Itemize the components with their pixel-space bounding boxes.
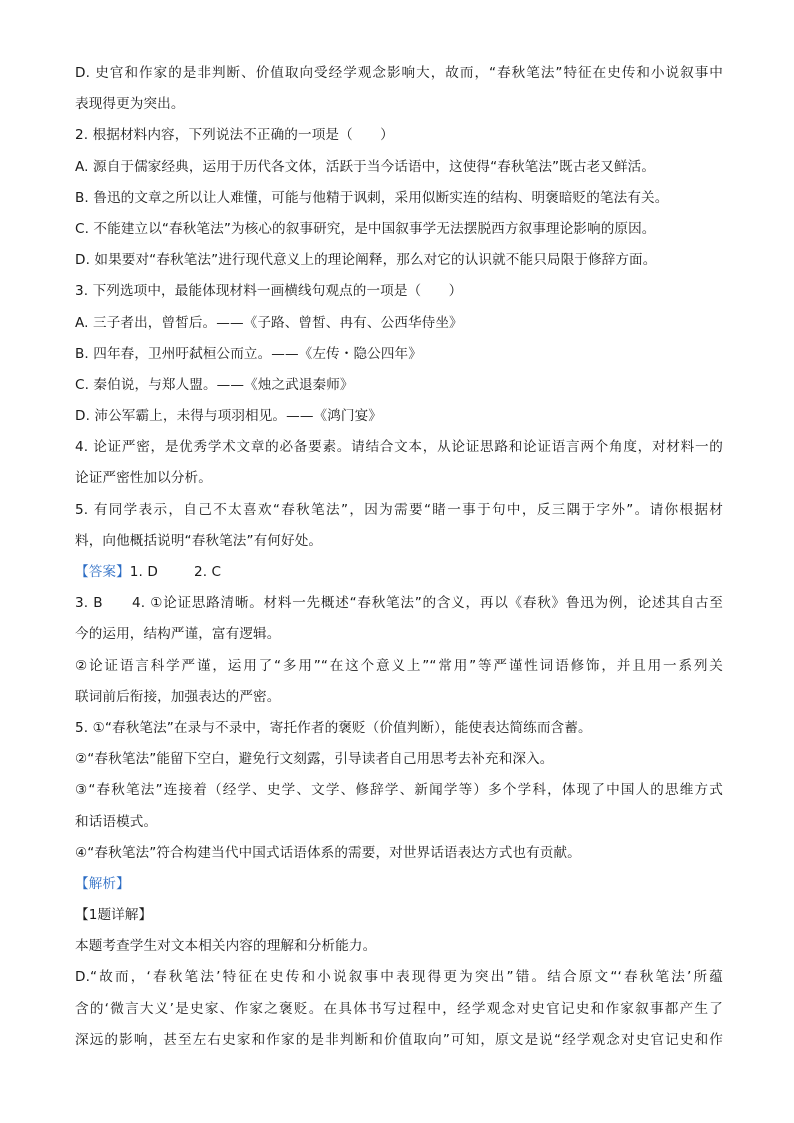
answer-item: 1. D	[129, 564, 158, 580]
answer-line	[75, 557, 723, 588]
text-line: 含的‘微言大义’是史家、作家之褒贬。在具体书写过程中，经学观念对史官记史和作家叙事都产生了	[75, 1000, 723, 1017]
analysis-heading	[75, 869, 723, 900]
text-line: 和话语模式。	[75, 813, 158, 830]
answer-label: 【答案】	[75, 564, 130, 580]
text-line: 深远的影响，甚至左右史家和作家的是非判断和价值取向”可知，原文是说“经学观念对史官记史和作	[75, 1031, 723, 1048]
text-line: A. 源自于儒家经典，运用于历代各文体，活跃于当今话语中，这使得“春秋笔法”既古老又鲜活。	[75, 158, 656, 175]
text-line: 联词前后衔接，加强表达的严密。	[75, 688, 281, 705]
text-line: 5. ①“春秋笔法”在录与不录中，寄托作者的褒贬（价值判断），能使表达简练而含蓄。	[75, 719, 592, 736]
text-line: B. 鲁迅的文章之所以让人难懂，可能与他精于讽刺，采用似断实连的结构、明褒暗贬的笔法有关。	[75, 189, 669, 206]
text-line: ④“春秋笔法”符合构建当代中国式话语体系的需要，对世界话语表达方式也有贡献。	[75, 844, 581, 861]
text-line: C. 秦伯说，与郑人盟。——《烛之武退秦师》	[75, 376, 354, 393]
text-line: ③“春秋笔法”连接着（经学、史学、文学、修辞学、新闻学等）多个学科，体现了中国人的思维方式	[75, 782, 723, 799]
text-line: D. 如果要对“春秋笔法”进行现代意义上的理论阐释，那么对它的认识就不能只局限于修辞方面。	[75, 252, 657, 269]
text-line: 5. 有同学表示，自己不太喜欢“春秋笔法”，因为需要“睹一事于句中，反三隅于字外”。请你根据材	[75, 501, 723, 518]
text-line: 2. 根据材料内容，下列说法不正确的一项是（ ）	[75, 127, 394, 144]
text-line: D. 沛公军霸上，未得与项羽相见。——《鸿门宴》	[75, 408, 382, 425]
text-line: B. 四年春，卫州吁弑桓公而立。——《左传・隐公四年》	[75, 345, 422, 362]
text-line: 本题考查学生对文本相关内容的理解和分析能力。	[75, 938, 377, 955]
text-line: 今的运用，结构严谨，富有逻辑。	[75, 626, 281, 643]
text-line: ②论证语言科学严谨，运用了“多用”“在这个意义上”“常用”等严谨性词语修饰，并且用一系列关	[75, 657, 723, 674]
text-line: 【1题详解】	[75, 907, 153, 924]
answer-item: 2. C	[193, 564, 222, 580]
text-line: 表现得更为突出。	[75, 96, 185, 113]
text-line: 3. 下列选项中，最能体现材料一画横线句观点的一项是（ ）	[75, 283, 463, 300]
analysis-label: 【解析】	[75, 875, 130, 892]
text-line: 论证严密性加以分析。	[75, 470, 212, 487]
text-line: 3. B 4. ①论证思路清晰。材料一先概述“春秋笔法”的含义，再以《春秋》鲁迅为例，论述其自古至	[75, 595, 723, 612]
text-line: D.“故而，‘春秋笔法’特征在史传和小说叙事中表现得更为突出”错。结合原文“‘春秋笔法’所蕴	[75, 969, 723, 986]
text-line: 料，向他概括说明“春秋笔法”有何好处。	[75, 532, 323, 549]
text-line: 4. 论证严密，是优秀学术文章的必备要素。请结合文本，从论证思路和论证语言两个角度，对材料一的	[75, 439, 723, 456]
text-line: A. 三子者出，曾皙后。——《子路、曾皙、冉有、公西华侍坐》	[75, 314, 463, 331]
text-line: D. 史官和作家的是非判断、价值取向受经学观念影响大，故而，“春秋笔法”特征在史传和小说叙事中	[75, 65, 723, 81]
text-line: ②“春秋笔法”能留下空白，避免行文刻露，引导读者自己用思考去补充和深入。	[75, 751, 554, 768]
document-page	[75, 58, 723, 1056]
text-line: C. 不能建立以“春秋笔法”为核心的叙事研究，是中国叙事学无法摆脱西方叙事理论影响的原因。	[75, 220, 656, 237]
